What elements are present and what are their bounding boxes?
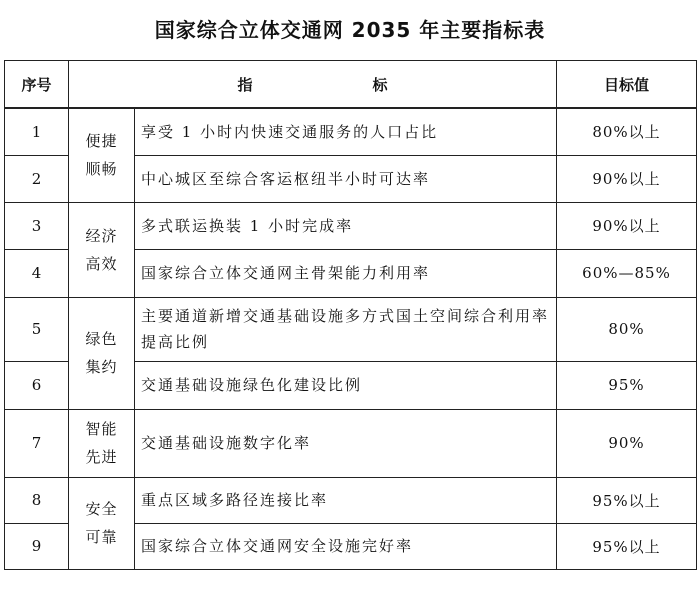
indicator-cell: 国家综合立体交通网安全设施完好率 [135, 523, 557, 569]
row-number: 8 [5, 477, 69, 523]
category-line: 绿色 [85, 330, 118, 348]
category-line: 智能 [85, 420, 118, 438]
target-cell: 90%以上 [557, 155, 697, 202]
indicator-cell: 中心城区至综合客运枢纽半小时可达率 [135, 155, 557, 202]
target-cell: 60%—85% [557, 249, 697, 297]
category-cell [69, 477, 135, 569]
header-indicator-char1: 指 [237, 75, 253, 94]
table-row [5, 297, 697, 361]
category-line: 先进 [85, 448, 118, 466]
table-row [5, 108, 697, 155]
category-cell [69, 202, 135, 297]
indicator-cell: 享受 1 小时内快速交通服务的人口占比 [135, 108, 557, 155]
category-cell [69, 297, 135, 409]
target-cell: 80% [557, 297, 697, 361]
row-number: 1 [5, 108, 69, 155]
target-cell: 90%以上 [557, 202, 697, 249]
category-line: 高效 [85, 254, 118, 273]
indicator-table [4, 60, 697, 570]
header-number: 序号 [5, 61, 69, 109]
target-cell: 95%以上 [557, 523, 697, 569]
target-cell: 95% [557, 361, 697, 409]
indicator-cell: 国家综合立体交通网主骨架能力利用率 [135, 249, 557, 297]
indicator-cell: 交通基础设施绿色化建设比例 [135, 361, 557, 409]
table-row [5, 202, 697, 249]
header-indicator-char2: 标 [372, 75, 388, 94]
category-cell [69, 108, 135, 202]
header-target: 目标值 [557, 61, 697, 109]
table-title: 国家综合立体交通网 2035 年主要指标表 [154, 18, 546, 42]
target-cell: 90% [557, 409, 697, 477]
row-number: 4 [5, 249, 69, 297]
indicator-cell: 主要通道新增交通基础设施多方式国土空间综合利用率提高比例 [135, 297, 557, 361]
category-line: 可靠 [85, 528, 118, 546]
table-row [5, 409, 697, 477]
row-number: 3 [5, 202, 69, 249]
category-line: 顺畅 [85, 160, 118, 179]
row-number: 5 [5, 297, 69, 361]
row-number: 2 [5, 155, 69, 202]
header-indicator [69, 61, 557, 109]
category-line: 安全 [85, 500, 118, 518]
row-number: 6 [5, 361, 69, 409]
row-number: 9 [5, 523, 69, 569]
target-cell: 80%以上 [557, 108, 697, 155]
category-line: 经济 [85, 226, 118, 245]
table-header-row [5, 61, 697, 109]
target-cell: 95%以上 [557, 477, 697, 523]
indicator-cell: 重点区域多路径连接比率 [135, 477, 557, 523]
indicator-cell: 交通基础设施数字化率 [135, 409, 557, 477]
category-line: 便捷 [85, 132, 118, 151]
category-cell [69, 409, 135, 477]
category-line: 集约 [85, 358, 118, 376]
row-number: 7 [5, 409, 69, 477]
indicator-cell: 多式联运换装 1 小时完成率 [135, 202, 557, 249]
table-row [5, 477, 697, 523]
